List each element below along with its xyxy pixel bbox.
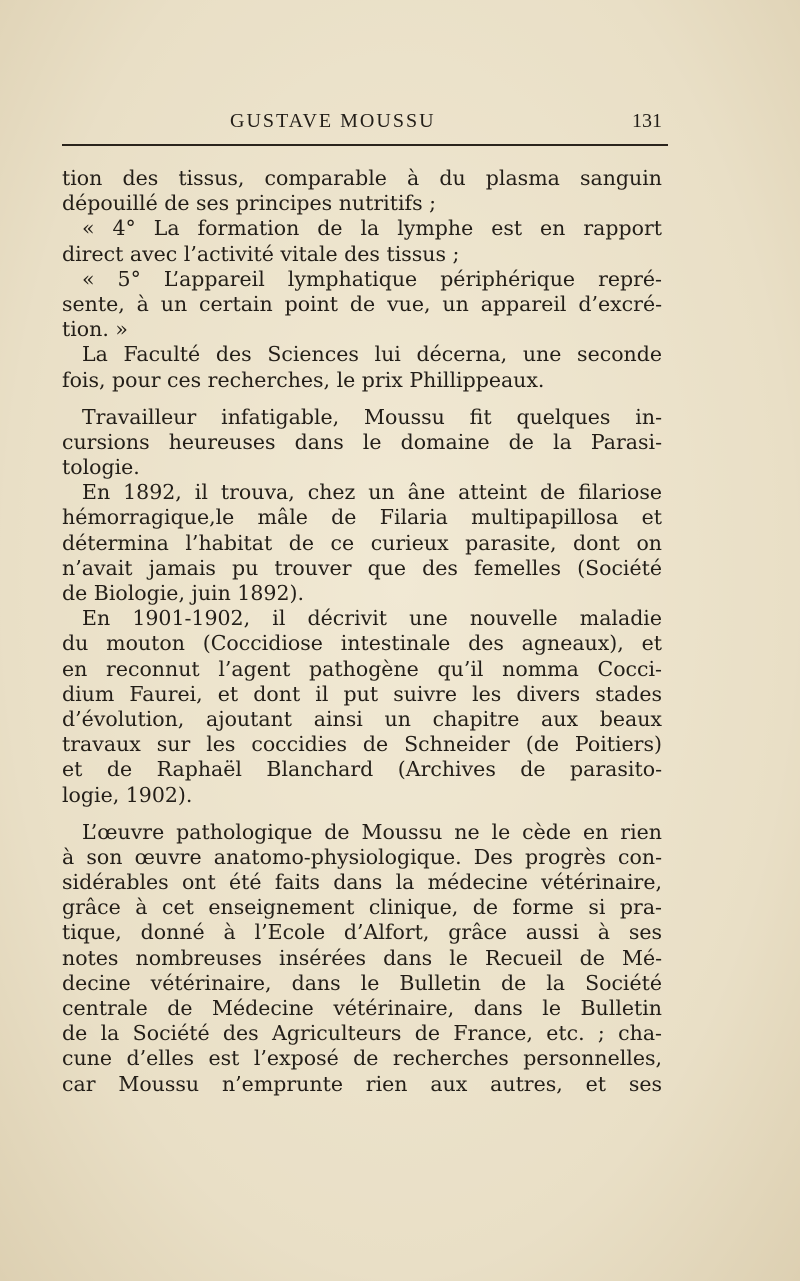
text-line: tologie. [62,455,140,480]
running-head [70,110,670,140]
text-line: « 4° La formation de la lymphe est en rapport [82,216,662,241]
text-line: dium Faurei, et dont il put suivre les divers stades [62,681,662,706]
text-line: La Faculté des Sciences lui décerna, une seconde [82,342,662,367]
running-head-author: GUSTAVE MOUSSU [230,110,436,132]
text-line: à son œuvre anatomo-physiologique. Des progrès con- [62,844,662,869]
text-line: tion. » [62,317,128,342]
text-line: hémorragique,le mâle de Filaria multipapillosa et [62,505,662,530]
text-line: notes nombreuses insérées dans le Recueil de Mé- [62,945,662,970]
text-line: Travailleur infatigable, Moussu fit quelques in- [82,404,662,429]
text-line: sidérables ont été faits dans la médecine vétérinaire, [62,870,662,895]
text-line: direct avec l’activité vitale des tissus ; [62,241,460,266]
text-line: car Moussu n’emprunte rien aux autres, et ses [62,1071,662,1096]
text-line: « 5° L’appareil lymphatique périphérique repré- [82,266,662,291]
header-rule [62,144,668,146]
text-line: d’évolution, ajoutant ainsi un chapitre aux beaux [62,706,662,731]
text-line: cursions heureuses dans le domaine de la Parasi- [62,429,662,454]
text-line: En 1892, il trouva, chez un âne atteint de filariose [82,480,662,505]
text-line: travaux sur les coccidies de Schneider (de Poitiers) [62,732,662,757]
text-line: dépouillé de ses principes nutritifs ; [62,191,437,216]
text-line: L’œuvre pathologique de Moussu ne le cède en rien [82,819,662,844]
text-line: en reconnut l’agent pathogène qu’il nomma Cocci- [62,656,662,681]
text-line: détermina l’habitat de ce curieux parasite, dont on [62,530,662,555]
text-line: logie, 1902). [62,782,193,807]
paragraph-gap [62,808,662,820]
text-line: cune d’elles est l’exposé de recherches personnelles, [62,1046,662,1071]
body-text [62,166,662,1097]
text-line: tique, donné à l’Ecole d’Alfort, grâce aussi à ses [62,920,662,945]
page-number: 131 [632,110,662,132]
text-line: grâce à cet enseignement clinique, de forme si pra- [62,895,662,920]
text-line: fois, pour ces recherches, le prix Phillippeaux. [62,367,545,392]
text-line: du mouton (Coccidiose intestinale des agneaux), et [62,631,662,656]
text-line: En 1901-1902, il décrivit une nouvelle maladie [82,606,662,631]
text-line: centrale de Médecine vétérinaire, dans le Bulletin [62,996,662,1020]
paragraph-gap [62,393,662,405]
text-line: sente, à un certain point de vue, un appareil d’excré- [62,291,662,316]
text-line: de la Société des Agriculteurs de France, etc. ; cha- [62,1021,662,1046]
text-line: decine vétérinaire, dans le Bulletin de la Société [62,970,662,995]
text-line: tion des tissus, comparable à du plasma sanguin [62,166,662,190]
text-line: n’avait jamais pu trouver que des femelles (Société [62,555,662,580]
text-line: de Biologie, juin 1892). [62,581,304,605]
text-line: et de Raphaël Blanchard (Archives de parasito- [62,757,662,782]
